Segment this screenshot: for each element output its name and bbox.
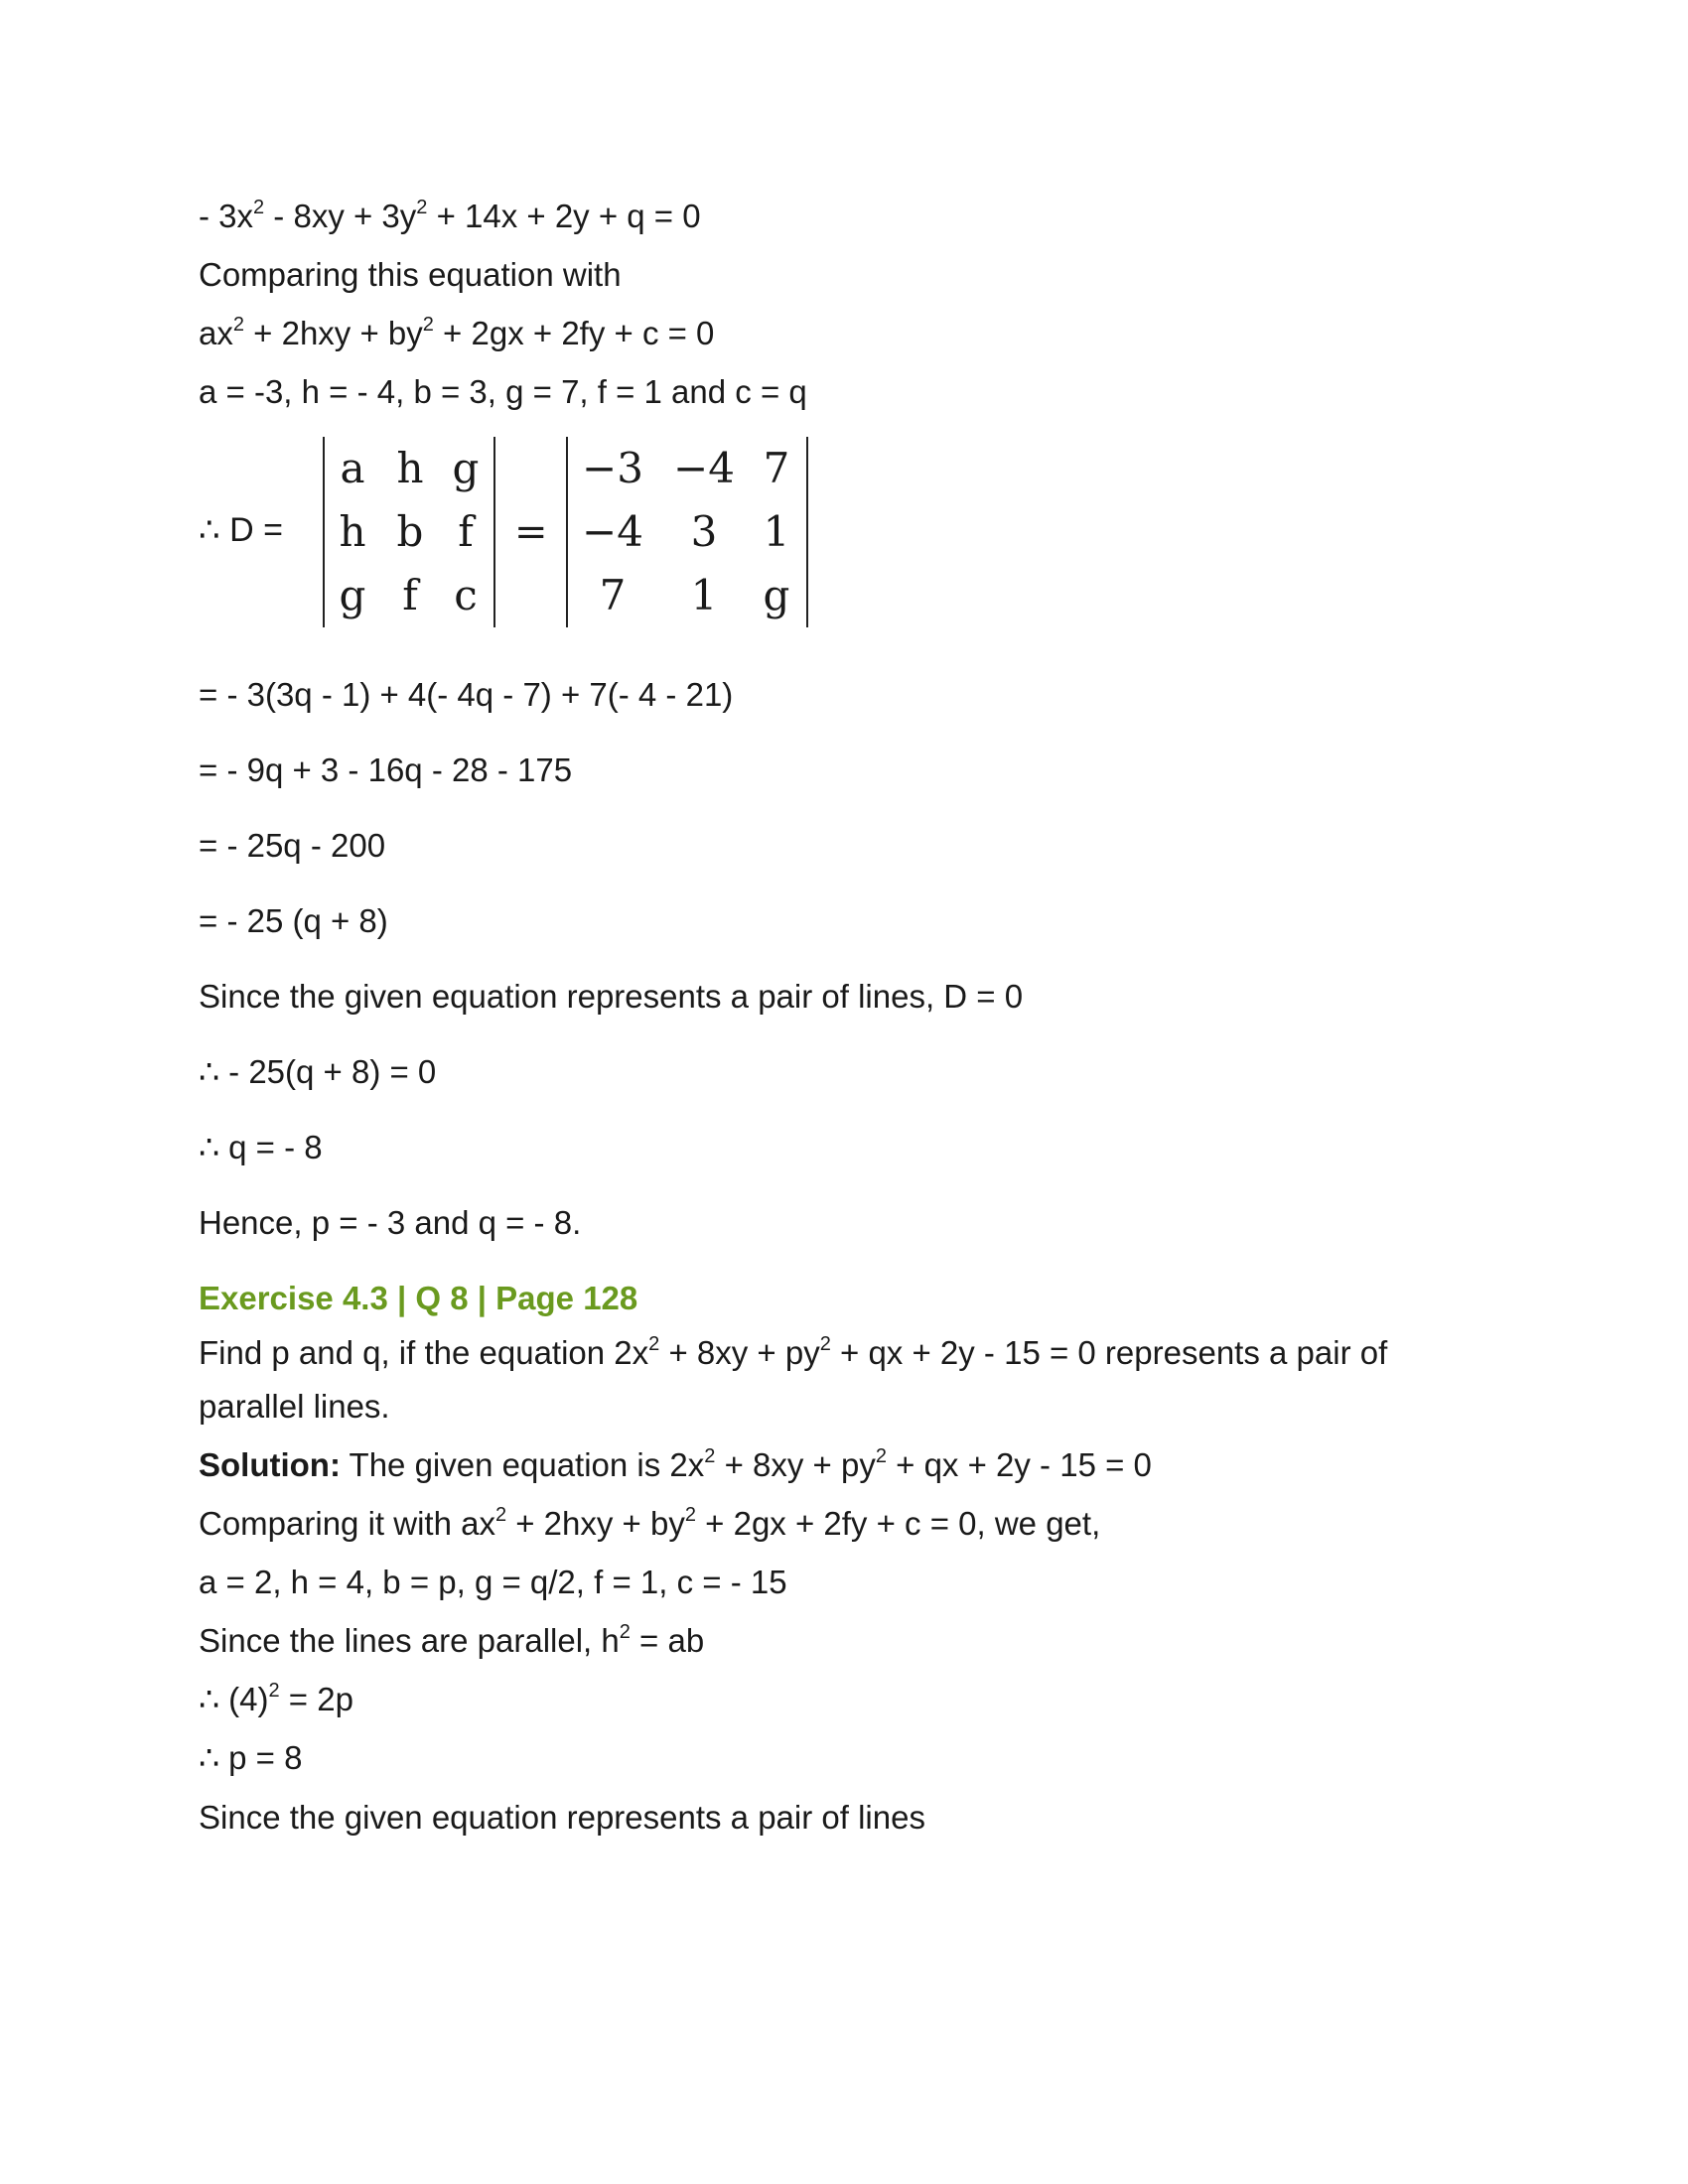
matrix-cell: b xyxy=(396,507,424,556)
numeric-matrix xyxy=(566,437,808,627)
solution-line: Since the lines are parallel, $h^2$ = ab xyxy=(199,1621,705,1659)
expansion-line: = - 9q + 3 - 16q - 28 - 175 xyxy=(199,751,573,788)
matrix-cell: 1 xyxy=(763,507,790,556)
solution-line: a = 2, h = 4, b = p, g = q/2, f = 1, c = - 15 xyxy=(199,1564,787,1600)
expansion-line: = - 25 (q + 8) xyxy=(199,902,388,939)
matrix-cell: g xyxy=(452,444,480,492)
text-line: ∴ - 25(q + 8) = 0 xyxy=(199,1053,437,1090)
matrix-cell: g xyxy=(339,571,366,619)
symbolic-matrix xyxy=(323,437,495,627)
solution-line: Solution: The given equation is $2x^2 + 8xy + py^2$ + qx + 2y - 15 = 0 xyxy=(199,1445,1152,1483)
solution-line: ∴ $(4)^2 = 2p$ xyxy=(199,1680,353,1717)
matrix-cell: 7 xyxy=(763,444,790,492)
matrix-cell: a xyxy=(340,444,365,492)
matrix-row xyxy=(325,564,493,627)
expansion-line: = - 25q - 200 xyxy=(199,827,386,864)
question-line: Find p and q, if the equation $2x^2 + 8xy + py^2$ + qx + 2y - 15 = 0 represents a pair of xyxy=(199,1333,1388,1371)
matrix-cell: f xyxy=(458,507,474,556)
matrix-cell: −4 xyxy=(582,507,643,556)
matrix-cell: f xyxy=(402,571,418,619)
matrix-cell: c xyxy=(454,571,478,619)
matrix-row xyxy=(325,437,493,500)
matrix-cell: 7 xyxy=(599,571,627,619)
matrix-cell: −3 xyxy=(582,444,643,492)
conclusion-line: Hence, p = - 3 and q = - 8. xyxy=(199,1204,582,1241)
solution-label: Solution: xyxy=(199,1446,341,1483)
coefficients-line: a = -3, h = - 4, b = 3, g = 7, f = 1 and c = q xyxy=(199,373,807,410)
matrix-cell: g xyxy=(763,571,790,619)
expansion-line: = - 3(3q - 1) + 4(- 4q - 7) + 7(- 4 - 21) xyxy=(199,676,734,713)
determinant-label: ∴ D = xyxy=(199,511,283,549)
text-line: Since the given equation represents a pair of lines, D = 0 xyxy=(199,978,1024,1015)
matrix-row xyxy=(325,500,493,564)
matrix-cell: 3 xyxy=(690,507,718,556)
solution-line: Comparing it with $ax^2 + 2hxy + by^2 + 2gx + 2fy + c = 0$, we get, xyxy=(199,1504,1101,1542)
matrix-row xyxy=(568,437,806,500)
solution-line: ∴ p = 8 xyxy=(199,1739,303,1776)
matrix-cell: 1 xyxy=(690,571,718,619)
general-equation-line: $ax^2 + 2hxy + by^2 + 2gx + 2fy + c = 0$ xyxy=(199,314,715,351)
matrix-cell: h xyxy=(339,507,366,556)
exercise-heading: Exercise 4.3 | Q 8 | Page 128 xyxy=(199,1280,638,1316)
matrix-cell: h xyxy=(396,444,424,492)
matrix-cell: −4 xyxy=(673,444,735,492)
equals-sign: = xyxy=(514,509,548,555)
matrix-row xyxy=(568,500,806,564)
matrix-row xyxy=(568,564,806,627)
equation-line: - $3x^2 - 8xy + 3y^2 + 14x + 2y + q = 0$ xyxy=(199,197,701,234)
text-line: Comparing this equation with xyxy=(199,256,622,293)
solution-line: Since the given equation represents a pair of lines xyxy=(199,1799,925,1836)
question-line: parallel lines. xyxy=(199,1388,390,1425)
text-line: ∴ q = - 8 xyxy=(199,1129,323,1165)
